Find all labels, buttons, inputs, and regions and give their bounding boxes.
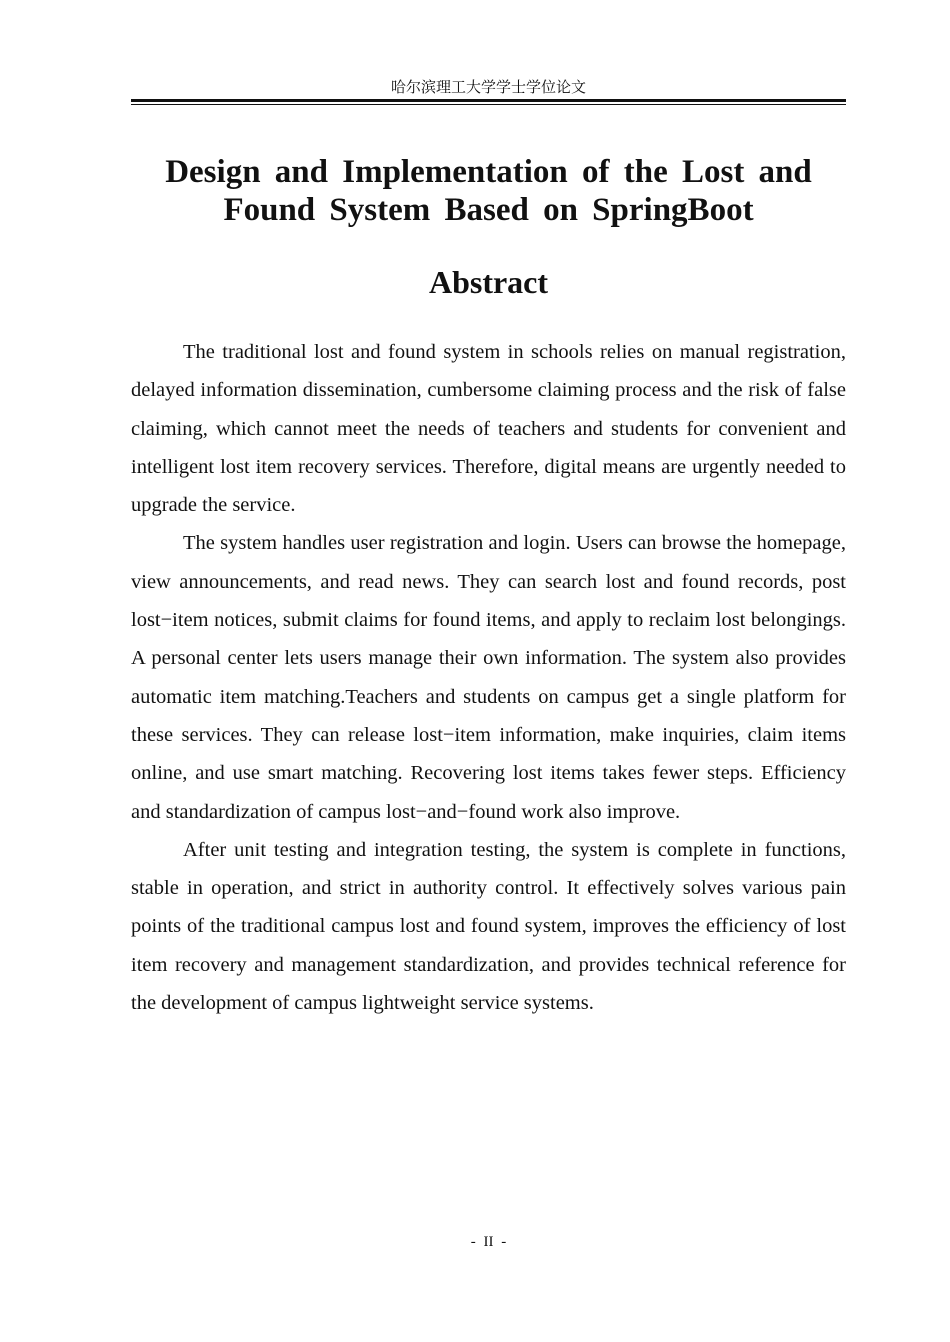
abstract-paragraph: The traditional lost and found system in schools relies on manual registration, delayed information dissemination, cumbersome claiming process and the risk of false claiming, which cannot meet the needs of teachers and students for convenient and intelligent lost item recovery services. Therefore, digital means are urgently needed to upgrade the service.: [131, 341, 846, 517]
header-rule-thick: [131, 99, 846, 102]
header-rule-thin: [131, 104, 846, 105]
abstract-heading: Abstract: [428, 264, 549, 300]
thesis-title: Design and Implementation of the Lost and Found System Based on SpringBoot: [165, 154, 812, 228]
abstract-paragraph: After unit testing and integration testing, the system is complete in functions, stable in operation, and strict in authority control. It effectively solves various pain points of the traditional campus lost and found system, improves the efficiency of lost item recovery and management standardization, and provides technical reference for the development of campus lightweight service systems.: [131, 838, 846, 1015]
abstract-body: [131, 333, 846, 1022]
abstract-paragraph: The system handles user registration and login. Users can browse the homepage, view announcements, and read news. They can search lost and found records, post lost−item notices, submit claims for found items, and apply to reclaim lost belongings. A personal center lets users manage their own information. The system also provides automatic item matching.Teachers and students on campus get a single platform for these services. They can release lost−item information, make inquiries, claim items online, and use smart matching. Recovering lost items takes fewer steps. Efficiency and standardization of campus lost−and−found work also improve.: [131, 532, 846, 823]
page-number: - II -: [470, 1234, 507, 1250]
running-header: 哈尔滨理工大学学士学位论文: [390, 80, 586, 96]
